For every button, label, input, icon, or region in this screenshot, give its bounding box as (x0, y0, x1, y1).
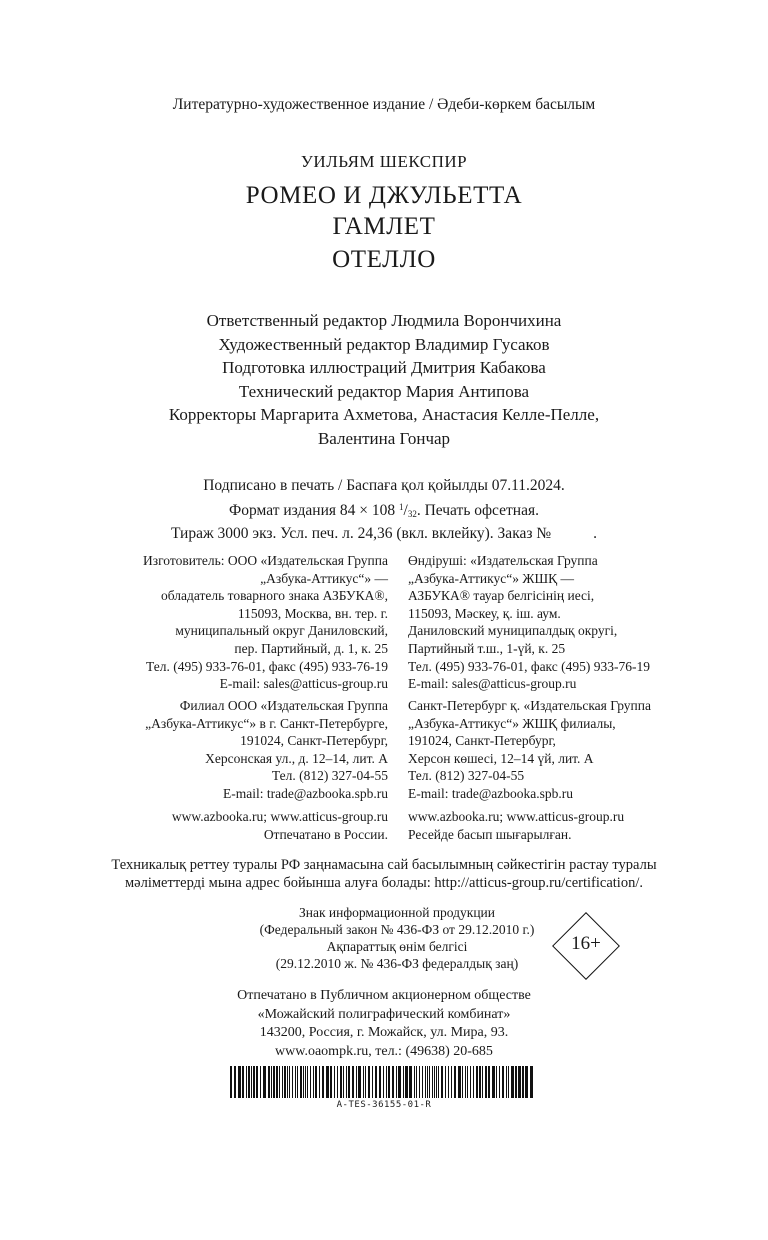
barcode-bar (479, 1066, 481, 1098)
barcode-bar (488, 1066, 490, 1098)
barcode-bar (289, 1066, 290, 1098)
title-romeo-juliet: РОМЕО И ДЖУЛЬЕТТА (245, 182, 523, 209)
barcode-bar (525, 1066, 528, 1098)
web-kz (408, 808, 624, 843)
barcode-bar (230, 1066, 232, 1098)
printed-in-russia-kz: Ресейде басып шығарылған. (408, 826, 572, 842)
barcode-bar (326, 1066, 329, 1098)
branch-ru-email: E-mail: trade@azbooka.spb.ru (223, 785, 388, 801)
barcode-bar (297, 1066, 298, 1098)
web-ru (172, 808, 388, 843)
barcode-bar (454, 1066, 456, 1098)
barcode-bar (398, 1066, 401, 1098)
barcode-bar (352, 1066, 354, 1098)
info-mark-line: (29.12.2010 ж. № 436-ФЗ федералдық заң) (275, 956, 519, 971)
barcode-bar (467, 1066, 468, 1098)
barcode-bar (346, 1066, 347, 1098)
barcode-bar (256, 1066, 258, 1098)
information-product-mark (232, 904, 562, 972)
title-hamlet: ГАМЛЕТ (332, 213, 436, 240)
barcode-bar (518, 1066, 521, 1098)
barcode-bar (388, 1066, 390, 1098)
credit-line: Ответственный редактор Людмила Ворончихина (206, 311, 562, 330)
barcode-code: A-TES-36155-01-R (336, 1100, 432, 1110)
barcode-bar (482, 1066, 483, 1098)
barcode (230, 1066, 536, 1098)
branch-kz-line: „Азбука-Аттикус“» ЖШҚ филиалы, (408, 715, 616, 731)
branch-ru-line: Херсонская ул., д. 12–14, лит. А (205, 750, 388, 766)
manufacturer-kz-line: Партийный т.ш., 1-үй, к. 25 (408, 640, 566, 656)
barcode-bar (392, 1066, 394, 1098)
barcode-bar (284, 1066, 286, 1098)
info-mark-line: Ақпараттық өнім белгісі (326, 939, 468, 954)
barcode-bar (292, 1066, 293, 1098)
branch-kz-line: Санкт-Петербург қ. «Издательская Группа (408, 698, 651, 713)
manufacturer-kz-line: Тел. (495) 933-76-01, факс (495) 933-76-19 (408, 658, 651, 674)
barcode-bar (419, 1066, 420, 1098)
manufacturer-kz-line: „Азбука-Аттикус“» ЖШҚ — (408, 570, 574, 586)
barcode-bar (363, 1066, 364, 1098)
manufacturer-kz (408, 552, 650, 693)
barcode-bar (396, 1066, 397, 1098)
barcode-bar (279, 1066, 280, 1098)
barcode-bar (305, 1066, 306, 1098)
manufacturer-ru-line: пер. Партийный, д. 1, к. 25 (234, 640, 388, 656)
barcode-bar (465, 1066, 466, 1098)
barcode-bar (303, 1066, 304, 1098)
barcode-bar (319, 1066, 320, 1098)
barcode-bar (251, 1066, 252, 1098)
signed-date: Подписано в печать / Баспаға қол қойылды 07.11.2024. (203, 477, 565, 494)
barcode-bar (238, 1066, 241, 1098)
tech-regulation-line: Техникалық реттеу туралы РФ заңнамасына сай басылымның сәйкестігін растау туралы (111, 857, 657, 873)
barcode-bar (372, 1066, 373, 1098)
barcode-bar (315, 1066, 317, 1098)
branch-ru-line: Тел. (812) 327-04-55 (271, 768, 388, 784)
circulation-line (0, 524, 768, 545)
barcode-bar (448, 1066, 449, 1098)
author-name: УИЛЬЯМ ШЕКСПИР (300, 152, 468, 171)
barcode-bar (268, 1066, 270, 1098)
barcode-bar (348, 1066, 350, 1098)
printer-line: Отпечатано в Публичном акционерном обществе (237, 988, 531, 1003)
barcode-bar (386, 1066, 387, 1098)
format-slash: / (403, 501, 408, 519)
credit-line: Художественный редактор Владимир Гусаков (218, 334, 550, 354)
age-rating-badge (551, 911, 621, 981)
manufacturer-kz-line: 115093, Мәскеу, қ. іш. аум. (408, 605, 561, 621)
manufacturer-ru-line: „Азбука-Аттикус“» — (260, 570, 388, 586)
credit-line: Подготовка иллюстраций Дмитрия Кабакова (222, 358, 546, 377)
branch-ru-line: 191024, Санкт-Петербург, (240, 733, 388, 749)
printed-in-russia: Отпечатано в России. (263, 826, 388, 842)
circulation-text: Тираж 3000 экз. Усл. печ. л. 24,36 (вкл. вклейку). Заказ № (170, 525, 552, 542)
branch-ru (145, 697, 388, 803)
barcode-bar (508, 1066, 509, 1098)
barcode-bar (368, 1066, 370, 1098)
title-othello: ОТЕЛЛО (332, 246, 436, 273)
barcode-bar (414, 1066, 415, 1098)
barcode-bar (436, 1066, 437, 1098)
barcode-bar (445, 1066, 446, 1098)
barcode-bar (300, 1066, 302, 1098)
barcode-bar (462, 1066, 463, 1098)
barcode-bar (476, 1066, 478, 1098)
branch-kz-line: Херсон көшесі, 12–14 үй, лит. А (408, 750, 594, 766)
barcode-bar (522, 1066, 524, 1098)
branch-kz (408, 697, 651, 803)
barcode-bar (322, 1066, 324, 1098)
barcode-bar (379, 1066, 381, 1098)
barcode-bar (405, 1066, 408, 1098)
manufacturer-ru-line: Изготовитель: ООО «Издательская Группа (143, 553, 388, 568)
barcode-bar (276, 1066, 278, 1098)
barcode-bar (485, 1066, 487, 1098)
barcode-bar (375, 1066, 377, 1098)
manufacturer-ru-line: 115093, Москва, вн. тер. г. (237, 605, 388, 621)
printer-line: 143200, Россия, г. Можайск, ул. Мира, 93. (259, 1025, 509, 1040)
web-ru-links: www.azbooka.ru; www.atticus-group.ru (171, 809, 388, 824)
barcode-bar (438, 1066, 439, 1098)
barcode-bar (434, 1066, 435, 1098)
format-numerator: 1 (399, 501, 404, 512)
barcode-bar (246, 1066, 247, 1098)
manufacturer-ru-line: Тел. (495) 933-76-01, факс (495) 933-76-19 (145, 658, 388, 674)
barcode-bar (425, 1066, 426, 1098)
barcode-bar (242, 1066, 244, 1098)
format-denominator: 32 (407, 508, 417, 519)
barcode-bar (248, 1066, 250, 1098)
branch-ru-line: Филиал ООО «Издательская Группа (179, 698, 388, 713)
manufacturer-ru-line: муниципальный округ Даниловский, (175, 623, 388, 639)
credit-line: Корректоры Маргарита Ахметова, Анастасия Келле-Пелле, (168, 405, 600, 424)
tech-regulation-line: мәліметтерді мына адрес бойынша алуға болады: http://atticus-group.ru/certification/. (125, 875, 643, 891)
circulation-end: . (593, 525, 598, 542)
manufacturer-kz-line: АЗБУКА® тауар белгісінің иесі, (408, 588, 595, 604)
manufacturer-ru (143, 552, 388, 693)
tech-regulation-note (0, 856, 768, 892)
barcode-bar (409, 1066, 412, 1098)
branch-kz-email: E-mail: trade@azbooka.spb.ru (408, 785, 573, 801)
printer-line: «Можайский полиграфический комбинат» (257, 1006, 511, 1022)
info-mark-line: (Федеральный закон № 436-ФЗ от 29.12.2010 г.) (259, 922, 535, 937)
age-rating-text: 16+ (571, 933, 601, 954)
barcode-bar (496, 1066, 497, 1098)
barcode-bar (506, 1066, 507, 1098)
barcode-bar (334, 1066, 335, 1098)
barcode-bar (427, 1066, 428, 1098)
barcode-bar (383, 1066, 384, 1098)
barcode-bar (403, 1066, 404, 1098)
barcode-bar (271, 1066, 272, 1098)
manufacturer-kz-line: Өндіруші: «Издательская Группа (408, 553, 598, 568)
credits-block (0, 309, 768, 450)
barcode-bar (234, 1066, 236, 1098)
info-mark-line: Знак информационной продукции (298, 905, 496, 920)
manufacturer-kz-email: E-mail: sales@atticus-group.ru (408, 676, 577, 692)
barcode-bar (511, 1066, 514, 1098)
barcode-bar (356, 1066, 357, 1098)
credit-line: Технический редактор Мария Антипова (238, 381, 530, 401)
barcode-bar (337, 1066, 338, 1098)
barcode-bar (422, 1066, 423, 1098)
barcode-bar (429, 1066, 430, 1098)
format-suffix: . Печать офсетная. (416, 501, 539, 519)
barcode-bar (295, 1066, 296, 1098)
manufacturer-ru-line: обладатель товарного знака АЗБУКА®, (160, 588, 388, 604)
barcode-bar (432, 1066, 433, 1098)
barcode-bar (502, 1066, 504, 1098)
print-info-block (0, 476, 768, 545)
barcode-bar (515, 1066, 517, 1098)
manufacturer-ru-email: E-mail: sales@atticus-group.ru (219, 676, 388, 692)
genre-line: Литературно-художественное издание / Әдеби-көркем басылым (172, 96, 596, 113)
barcode-bar (253, 1066, 255, 1098)
barcode-bar (287, 1066, 288, 1098)
barcode-bar (282, 1066, 283, 1098)
barcode-bar (310, 1066, 311, 1098)
barcode-bar (441, 1066, 443, 1098)
branch-kz-line: 191024, Санкт-Петербург, (408, 733, 556, 749)
barcode-bar (343, 1066, 344, 1098)
branch-kz-line: Тел. (812) 327-04-55 (408, 768, 525, 784)
barcode-bar (340, 1066, 342, 1098)
barcode-bar (492, 1066, 495, 1098)
barcode-bar (358, 1066, 361, 1098)
barcode-bar (313, 1066, 314, 1098)
printer-line: www.oaompk.ru, тел.: (49638) 20-685 (275, 1043, 493, 1059)
barcode-bar (530, 1066, 533, 1098)
barcode-bar (451, 1066, 452, 1098)
barcode-bar (263, 1066, 266, 1098)
barcode-bar (470, 1066, 471, 1098)
web-kz-links: www.azbooka.ru; www.atticus-group.ru (408, 809, 625, 824)
printer-block (0, 987, 768, 1061)
barcode-bar (365, 1066, 366, 1098)
credit-line: Валентина Гончар (317, 428, 451, 448)
barcode-bar (473, 1066, 474, 1098)
barcode-bar (260, 1066, 261, 1098)
branch-ru-line: „Азбука-Аттикус“» в г. Санкт-Петербурге, (145, 715, 388, 731)
barcode-bar (330, 1066, 332, 1098)
barcode-bar (499, 1066, 500, 1098)
barcode-bar (458, 1066, 461, 1098)
format-prefix: Формат издания 84 × 108 (229, 501, 400, 519)
format-line (0, 497, 768, 525)
barcode-bar (307, 1066, 308, 1098)
manufacturer-kz-line: Даниловский муниципалдық округі, (408, 623, 618, 639)
barcode-bar (273, 1066, 275, 1098)
barcode-bar (416, 1066, 417, 1098)
